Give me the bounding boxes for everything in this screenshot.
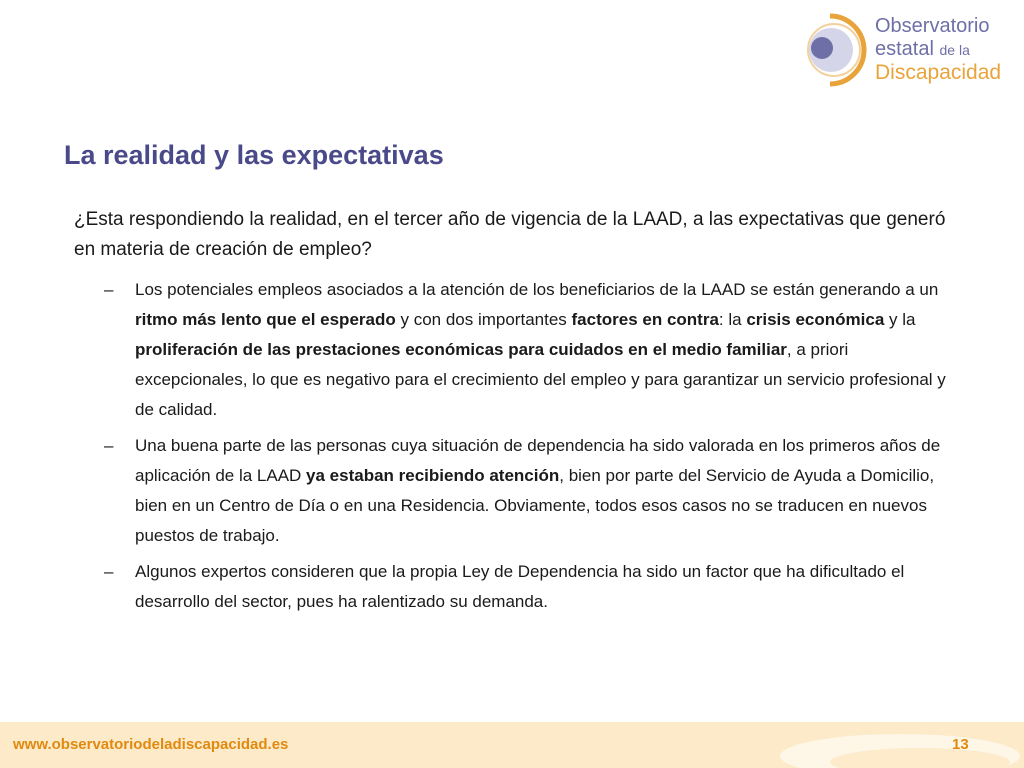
bullet-item: [74, 275, 954, 425]
bullet-dash: –: [104, 562, 114, 581]
bullet-text: Los potenciales empleos asociados a la atención de los beneficiarios de la LAAD se están generando a un: [135, 280, 939, 299]
bullet-text: y la: [884, 310, 916, 329]
bullet-emphasis: crisis económica: [746, 310, 885, 329]
bullet-text: , a priori excepcionales, lo que es negativo para el crecimiento del empleo y para garantizar un servicio profesional y de calidad.: [135, 340, 946, 419]
footer-bar: [0, 722, 1024, 768]
logo-line-dela: de la: [939, 42, 970, 58]
bullet-item: [74, 431, 954, 551]
bullet-emphasis: ritmo más lento que el esperado: [135, 310, 396, 329]
bullet-emphasis: ya estaban recibiendo atención: [306, 466, 560, 485]
lead-question: ¿Esta respondiendo la realidad, en el tercer año de vigencia de la LAAD, a las expectativas que generó en materia de creación de empleo?: [74, 209, 946, 260]
slide-title: La realidad y las expectativas: [64, 140, 444, 170]
bullet-text: Una buena parte de las personas cuya situación de dependencia ha sido valorada en los primeros años de aplicación de la LAAD: [135, 436, 941, 485]
bullet-dash: –: [104, 436, 114, 455]
page-number: 13: [952, 736, 969, 753]
slide-content: [74, 205, 954, 623]
bullet-text: y con dos importantes: [395, 310, 572, 329]
organization-logo: [800, 10, 1015, 90]
footer-swoosh-decoration: [770, 722, 1024, 768]
bullet-emphasis: factores en contra: [571, 310, 719, 329]
bullet-text: : la: [718, 310, 747, 329]
logo-line-observatorio: Observatorio: [875, 15, 990, 37]
footer-website-link[interactable]: www.observatoriodeladiscapacidad.es: [13, 736, 289, 753]
bullet-text: , bien por parte del Servicio de Ayuda a Domicilio, bien en un Centro de Día o en una Residencia. Obviamente, todos esos casos no se traducen en nuevos puestos de trabajo.: [135, 466, 935, 545]
bullet-text: Algunos expertos consideren que la propia Ley de Dependencia ha sido un factor que ha dificultado el desarrollo del sector, pues ha ralentizado su demanda.: [135, 562, 905, 611]
logo-circle-icon: [800, 10, 872, 90]
bullet-dash: –: [104, 280, 114, 299]
bullet-list: [74, 275, 954, 617]
logo-line-discapacidad: Discapacidad: [875, 61, 1002, 84]
bullet-item: [74, 557, 954, 617]
bullet-emphasis: proliferación de las prestaciones económicas para cuidados en el medio familiar: [135, 340, 787, 359]
logo-line-estatal: estatal de la: [875, 38, 970, 60]
